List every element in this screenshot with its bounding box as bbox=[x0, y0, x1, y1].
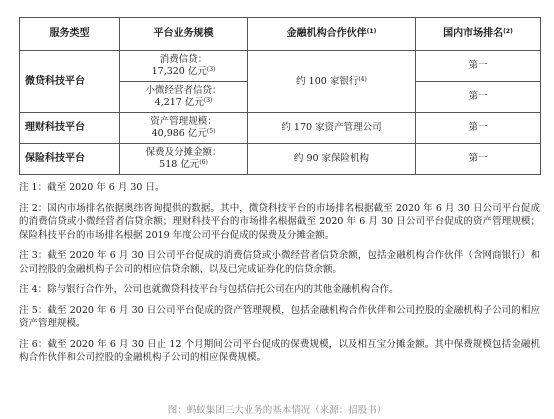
footnote-2: 注 2：国内市场排名依据奥纬咨询提供的数据。其中，微贷科技平台的市场排名根据截至 2020 年 6 月 30 日公司平台促成的消费信贷或小微经营者信贷余额；理财科技平台的市场排名根据截至 2020 年 6 月 30 日公司平台促成的资产管理规模；保险科技平台的市场排名根据 2019 年度公司平台促成的保费及分摊金额。 bbox=[19, 202, 540, 241]
footnote-ref: (2) bbox=[503, 28, 513, 35]
platform-scale-cell: 保费及分摊金额： 518 亿元$^{(6)}$ bbox=[120, 144, 248, 175]
footnotes bbox=[19, 181, 540, 365]
service-type-cell: 微贷科技平台 bbox=[20, 51, 120, 113]
footnote-ref: (1) bbox=[366, 28, 377, 35]
header-domestic-rank: 国内市场排名$^{(2)}$ bbox=[416, 18, 541, 51]
rank-cell: 第一 bbox=[416, 144, 541, 175]
header-platform-scale: 平台业务规模 bbox=[120, 18, 248, 51]
rank-cell: 第一 bbox=[416, 51, 541, 82]
footnote-5: 注 5：截至 2020 年 6 月 30 日公司平台促成的资产管理规模，包括金融机构合作伙伴和公司控股的金融机构子公司的相应资产管理规模。 bbox=[19, 304, 540, 329]
platform-scale-cell: 消费信贷： 17,320 亿元$^{(3)}$ bbox=[120, 51, 248, 82]
footnote-3: 注 3：截至 2020 年 6 月 30 日公司平台促成的消费信贷或小微经营者信贷余额，包括金融机构合作伙伴（含网商银行）和公司控股的金融机构子公司的相应信贷余额、以及已完成证券化的信贷余额。 bbox=[19, 250, 540, 275]
partners-cell: 约 170 家资产管理公司 bbox=[248, 113, 416, 144]
partners-cell: 约 90 家保险机构 bbox=[248, 144, 416, 175]
table-row bbox=[20, 144, 541, 175]
rank-cell: 第一 bbox=[416, 82, 541, 113]
partners-cell: 约 100 家银行$^{(4)}$ bbox=[248, 51, 416, 113]
footnote-6: 注 6：截至 2020 年 6 月 30 日止 12 个月期间公司平台促成的保费规模，以及相互宝分摊金额。其中保费规模包括金融机构合作伙伴和公司控股的金融机构子公司的相应保费规模。 bbox=[19, 338, 540, 363]
figure-caption: 图：蚂蚁集团三大业务的基本情况（来源：招股书） bbox=[167, 405, 387, 416]
platform-scale-cell: 小微经营者信贷： 4,217 亿元$^{(3)}$ bbox=[120, 82, 248, 113]
header-financial-partners: 金融机构合作伙伴$^{(1)}$ bbox=[248, 18, 416, 51]
header-service-type: 服务类型 bbox=[20, 18, 120, 51]
rank-cell: 第一 bbox=[416, 113, 541, 144]
table-header-row bbox=[20, 18, 541, 51]
table-row bbox=[20, 113, 541, 144]
business-table bbox=[19, 17, 541, 175]
table-row bbox=[20, 51, 541, 82]
footnote-4: 注 4：除与银行合作外，公司也就微贷科技平台与包括信托公司在内的其他金融机构合作。 bbox=[19, 284, 399, 295]
footnote-1: 注 1：截至 2020 年 6 月 30 日。 bbox=[19, 182, 165, 193]
platform-scale-cell: 资产管理规模： 40,986 亿元$^{(5)}$ bbox=[120, 113, 248, 144]
service-type-cell: 理财科技平台 bbox=[20, 113, 120, 144]
service-type-cell: 保险科技平台 bbox=[20, 144, 120, 175]
